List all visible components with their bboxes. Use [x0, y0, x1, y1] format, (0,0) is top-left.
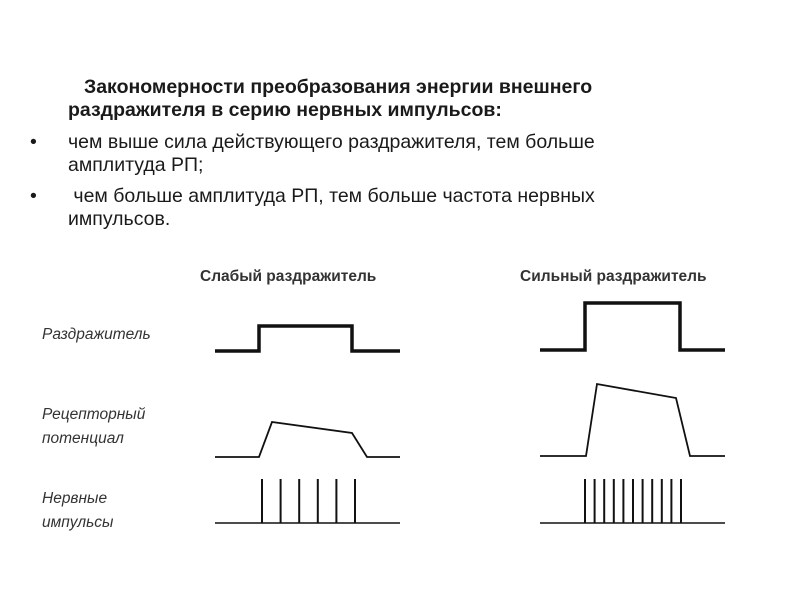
strong-stimulus-trace	[540, 303, 725, 350]
bullet-2-line-1: чем больше амплитуда РП, тем больше частота нервных	[68, 185, 595, 207]
column-title-strong: Сильный раздражитель	[520, 268, 707, 285]
row-label-impulses-line-2: импульсы	[42, 514, 114, 531]
row-label-potential-line-2: потенциал	[42, 430, 124, 447]
strong-receptor-potential-trace	[540, 384, 725, 456]
heading-line-1: Закономерности преобразования энергии внешнего	[84, 76, 593, 98]
weak-impulse-spikes	[262, 479, 355, 523]
column-title-weak: Слабый раздражитель	[200, 268, 377, 285]
heading-line-2: раздражителя в серию нервных импульсов:	[68, 99, 502, 121]
weak-receptor-potential-trace	[215, 422, 400, 457]
bullet-1-line-1: чем выше сила действующего раздражителя, тем больше	[68, 131, 595, 153]
strong-impulse-spikes	[585, 479, 681, 523]
bullet-marker: •	[30, 185, 37, 207]
bullet-2-line-2: импульсов.	[68, 208, 171, 230]
row-label-impulses-line-1: Нервные	[42, 490, 108, 507]
bullet-1-line-2: амплитуда РП;	[68, 154, 204, 176]
row-label-potential-line-1: Рецепторный	[42, 406, 146, 423]
bullet-marker: •	[30, 131, 37, 153]
weak-stimulus-trace	[215, 326, 400, 351]
row-label-stimulus: Раздражитель	[42, 326, 151, 343]
